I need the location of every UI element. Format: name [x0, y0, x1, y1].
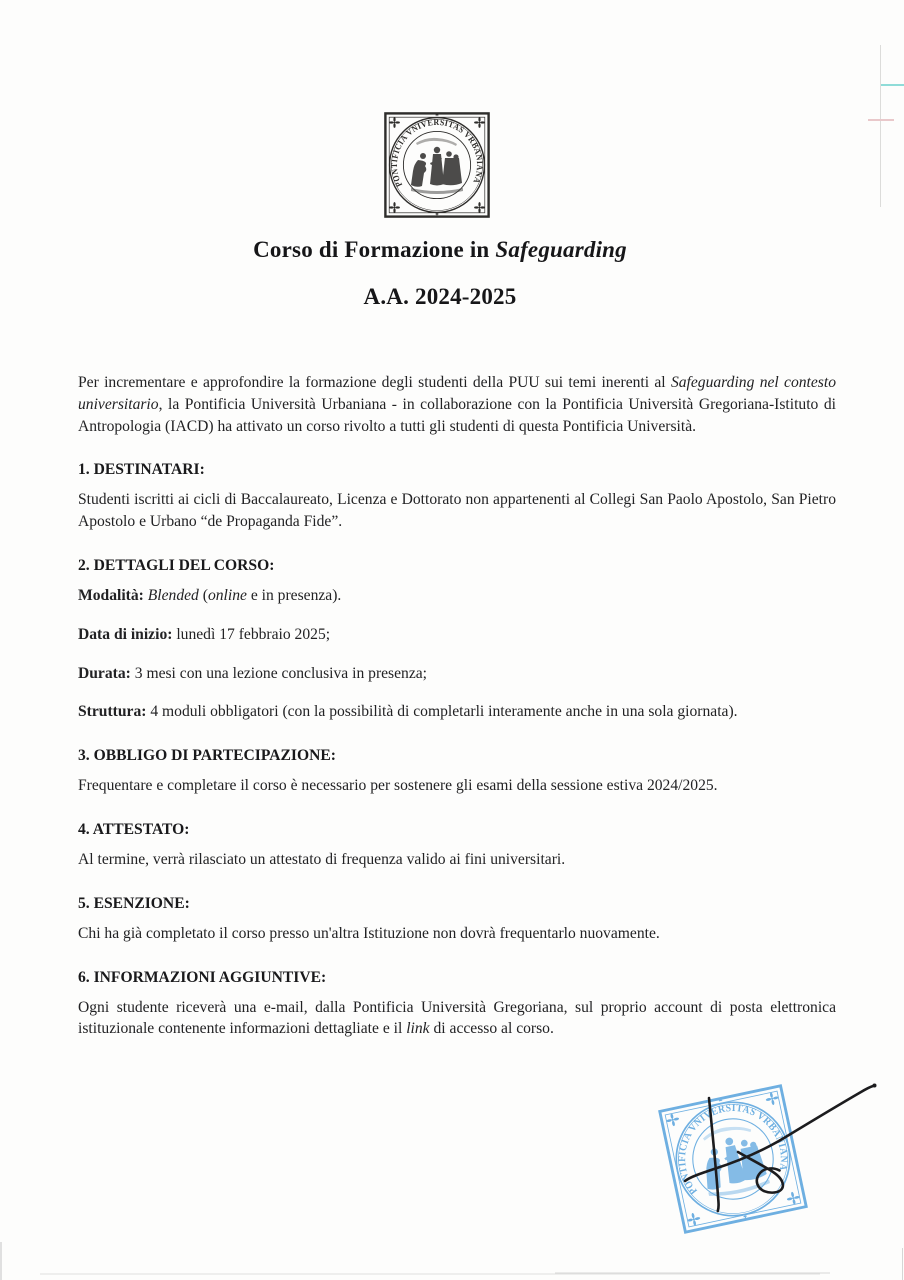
scan-artifact-vertical-line: [880, 45, 881, 207]
paragraph: Chi ha già completato il corso presso un'altra Istituzione non dovrà frequentarlo nuovamente.: [78, 924, 660, 942]
section-heading: 3. OBBLIGO DI PARTECIPAZIONE:: [78, 747, 336, 765]
scan-artifact-cyan-tick: [881, 84, 904, 86]
scan-artifact-pink-tick: [868, 119, 894, 121]
paragraph: Data di inizio: lunedì 17 febbraio 2025;: [78, 625, 331, 643]
section-heading: 5. ESENZIONE:: [78, 894, 190, 912]
paragraph: Struttura: 4 moduli obbligatori (con la possibilità di completarli interamente anche in una sola giornata).: [78, 703, 738, 721]
document-body: [78, 372, 836, 1057]
paragraph: Ogni studente riceverà una e-mail, dalla Pontificia Università Gregoriana, sul proprio account di posta elettronica istituzionale contenente informazioni dettagliate e il link di accesso al corso.: [78, 998, 836, 1038]
section-heading: 6. INFORMAZIONI AGGIUNTIVE:: [78, 968, 327, 986]
stamp-and-signature-block: [652, 1076, 902, 1261]
document-title: Corso di Formazione in Safeguarding: [253, 237, 627, 262]
paragraph: Frequentare e completare il corso è necessario per sostenere gli esami della sessione estiva 2024/2025.: [78, 777, 718, 795]
section-heading: 4. ATTESTATO:: [78, 820, 190, 838]
section-heading: 1. DESTINATARI:: [78, 461, 205, 479]
paragraph: Al termine, verrà rilasciato un attestato di frequenza valido ai fini universitari.: [78, 850, 566, 868]
paragraph: Modalità: Blended (online e in presenza).: [78, 586, 342, 604]
sections-container: [78, 459, 836, 1040]
handwritten-signature: [652, 1076, 902, 1261]
paragraph: Durata: 3 mesi con una lezione conclusiva in presenza;: [78, 664, 428, 682]
scan-artifact-bottom-shadow: [555, 1272, 830, 1274]
paragraph: Studenti iscritti ai cicli di Baccalaureato, Licenza e Dottorato non appartenenti al Collegi San Paolo Apostolo, San Pietro Apostolo e Urbano “de Propaganda Fide”.: [78, 491, 836, 531]
section-heading: 2. DETTAGLI DEL CORSO:: [78, 556, 275, 574]
scan-artifact-left-edge: [0, 1242, 2, 1280]
scan-artifact-right-edge: [902, 1248, 903, 1280]
scan-artifact-bottom-shadow: [40, 1273, 820, 1275]
intro-paragraph: Per incrementare e approfondire la formazione degli studenti della PUU sui temi inerenti al Safeguarding nel contesto universitario, la Pontificia Università Urbaniana - in collaborazione con la Pontificia Università Gregoriana-Istituto di Antropologia (IACD) ha attivato un corso rivolto a tutti gli studenti di questa Pontificia Università.: [78, 374, 837, 435]
university-seal-logo: [383, 109, 491, 221]
academic-year-subtitle: A.A. 2024-2025: [363, 284, 517, 309]
